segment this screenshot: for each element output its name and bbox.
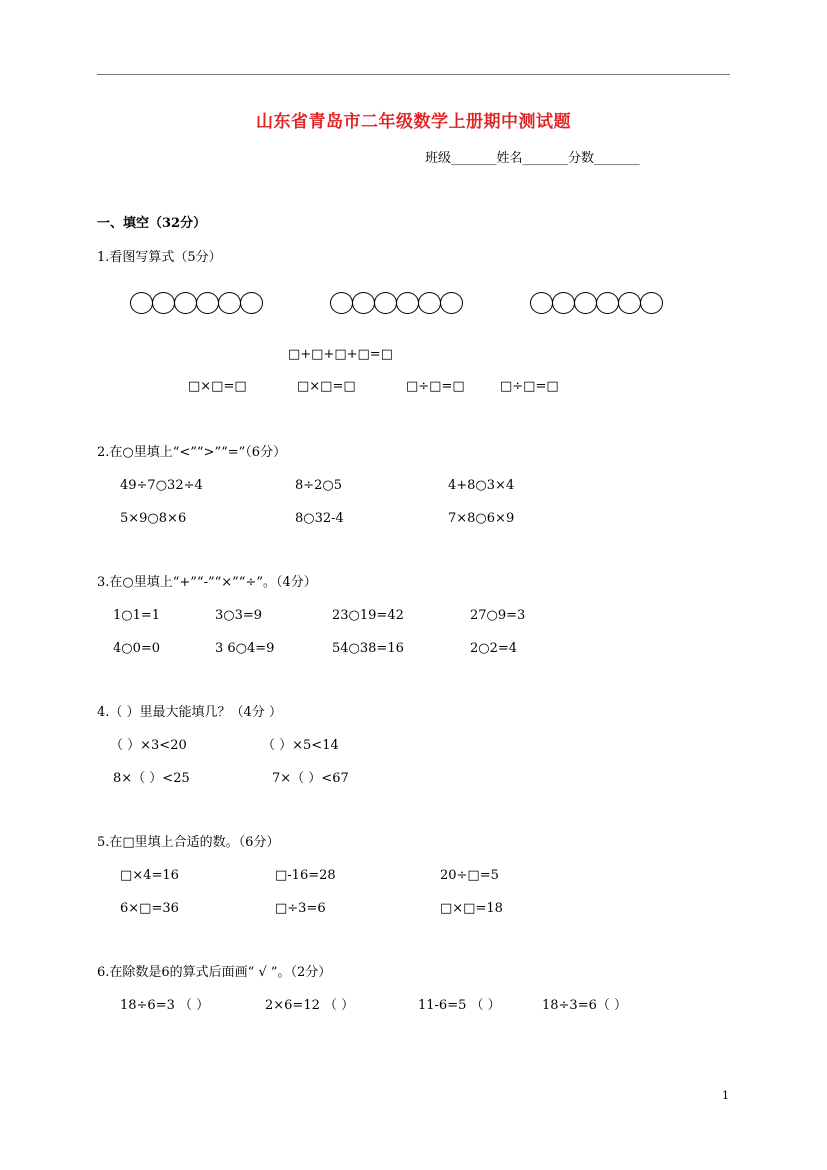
q3-item[interactable]: 2○2=4 (470, 641, 518, 656)
q2-item[interactable]: 49÷7○32÷4 (120, 478, 203, 493)
page-number: 1 (722, 1089, 729, 1102)
q1-blank-1[interactable]: □×□=□ (188, 379, 247, 394)
circle (130, 292, 153, 314)
q5-item[interactable]: 20÷□=5 (440, 868, 499, 883)
circle (396, 292, 419, 314)
circle (552, 292, 575, 314)
q3-item[interactable]: 4○0=0 (113, 641, 161, 656)
question-6-prompt: 6.在除数是6的算式后面画“ √ ”。（2分） (97, 965, 332, 980)
q2-item[interactable]: 4+8○3×4 (448, 478, 515, 493)
q3-item[interactable]: 1○1=1 (113, 608, 161, 623)
student-info-line: 班级_______姓名_______分数_______ (425, 151, 640, 166)
circle (330, 292, 353, 314)
circle (218, 292, 241, 314)
q6-item[interactable]: 11-6=5 （ ） (418, 998, 501, 1013)
q3-item[interactable]: 27○9=3 (470, 608, 526, 623)
q6-item[interactable]: 18÷3=6（ ） (542, 998, 628, 1013)
q1-blank-4[interactable]: □÷□=□ (500, 379, 559, 394)
circle (152, 292, 175, 314)
q3-item[interactable]: 23○19=42 (332, 608, 404, 623)
q2-item[interactable]: 5×9○8×6 (120, 511, 187, 526)
q6-item[interactable]: 2×6=12 （ ） (265, 998, 355, 1013)
q4-item[interactable]: （ ）×5<14 (262, 738, 339, 753)
circle-group-2 (330, 292, 462, 318)
q2-item[interactable]: 7×8○6×9 (448, 511, 515, 526)
q4-item[interactable]: 7×（ ）<67 (272, 771, 349, 786)
section-heading: 一、填空（32分） (97, 216, 207, 231)
question-3-prompt: 3.在○里填上“+”“-”“×”“÷”。（4分） (97, 575, 317, 590)
circle (240, 292, 263, 314)
circle (352, 292, 375, 314)
circle-group-1 (130, 292, 262, 318)
q5-item[interactable]: □÷3=6 (275, 901, 326, 916)
q1-blank-2[interactable]: □×□=□ (297, 379, 356, 394)
q4-item[interactable]: （ ）×3<20 (110, 738, 187, 753)
q3-item[interactable]: 3 6○4=9 (215, 641, 275, 656)
circle (440, 292, 463, 314)
circle (574, 292, 597, 314)
circle (618, 292, 641, 314)
page-title: 山东省青岛市二年级数学上册期中测试题 (256, 112, 571, 132)
circle (596, 292, 619, 314)
q3-item[interactable]: 3○3=9 (215, 608, 263, 623)
question-5-prompt: 5.在□里填上合适的数。（6分） (97, 835, 280, 850)
q2-item[interactable]: 8○32-4 (295, 511, 344, 526)
question-4-prompt: 4.（ ）里最大能填几？（4分 ） (97, 705, 282, 720)
circle (196, 292, 219, 314)
q4-item[interactable]: 8×（ ）<25 (113, 771, 190, 786)
circle (530, 292, 553, 314)
q5-item[interactable]: □-16=28 (275, 868, 336, 883)
header-rule (97, 74, 730, 75)
q5-item[interactable]: □×□=18 (440, 901, 503, 916)
circle (374, 292, 397, 314)
question-1-prompt: 1.看图写算式（5分） (97, 250, 222, 265)
question-2-prompt: 2.在○里填上“<”“>”“=”（6分） (97, 445, 287, 460)
q2-item[interactable]: 8÷2○5 (295, 478, 343, 493)
q1-addition-blanks[interactable]: □+□+□+□=□ (288, 347, 393, 362)
q5-item[interactable]: 6×□=36 (120, 901, 179, 916)
circle (418, 292, 441, 314)
circle (174, 292, 197, 314)
q5-item[interactable]: □×4=16 (120, 868, 179, 883)
q1-blank-3[interactable]: □÷□=□ (406, 379, 465, 394)
circle-group-3 (530, 292, 662, 318)
q3-item[interactable]: 54○38=16 (332, 641, 404, 656)
circle (640, 292, 663, 314)
q6-item[interactable]: 18÷6=3 （ ） (120, 998, 210, 1013)
